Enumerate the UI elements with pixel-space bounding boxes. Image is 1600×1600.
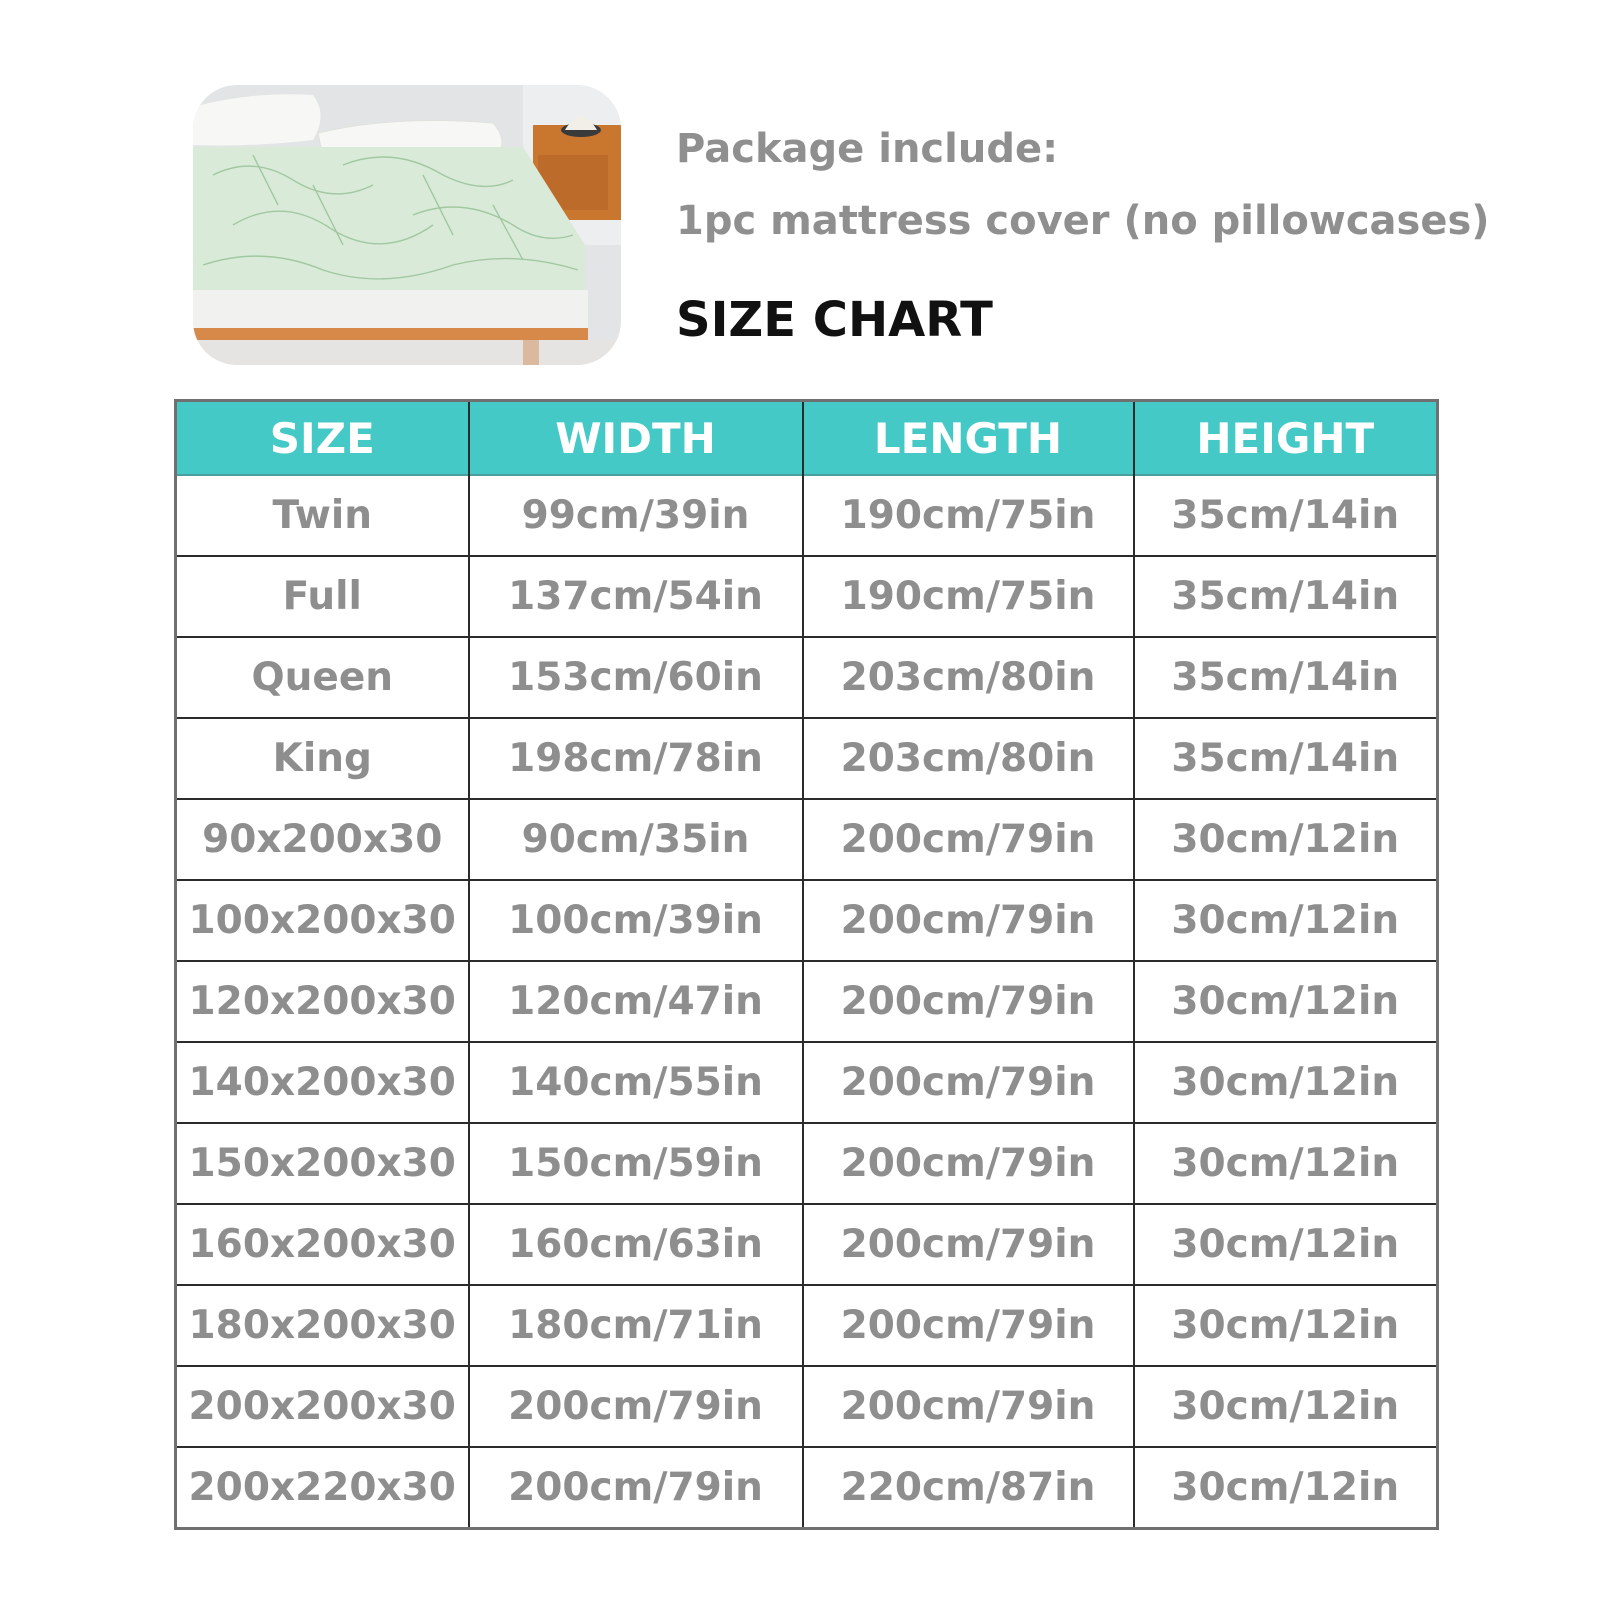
table-row (176, 1447, 1438, 1529)
table-row (176, 475, 1438, 556)
cell-length: 203cm/80in (803, 718, 1134, 799)
package-description: 1pc mattress cover (no pillowcases) (676, 198, 1490, 244)
cell-width: 100cm/39in (469, 880, 803, 961)
cell-size: 100x200x30 (176, 880, 469, 961)
cell-width: 200cm/79in (469, 1366, 803, 1447)
table-row (176, 961, 1438, 1042)
cell-width: 99cm/39in (469, 475, 803, 556)
cell-width: 153cm/60in (469, 637, 803, 718)
bed-illustration (193, 85, 621, 365)
cell-length: 200cm/79in (803, 961, 1134, 1042)
cell-height: 30cm/12in (1134, 1285, 1438, 1366)
cell-height: 30cm/12in (1134, 1123, 1438, 1204)
cell-height: 35cm/14in (1134, 637, 1438, 718)
header-length: LENGTH (803, 401, 1134, 476)
cell-size: Queen (176, 637, 469, 718)
cell-size: Twin (176, 475, 469, 556)
cell-height: 30cm/12in (1134, 1204, 1438, 1285)
cell-width: 198cm/78in (469, 718, 803, 799)
size-table (174, 399, 1439, 1530)
table-row (176, 637, 1438, 718)
table-row (176, 1123, 1438, 1204)
cell-width: 160cm/63in (469, 1204, 803, 1285)
cell-width: 180cm/71in (469, 1285, 803, 1366)
cell-length: 190cm/75in (803, 475, 1134, 556)
cell-size: 90x200x30 (176, 799, 469, 880)
header-size: SIZE (176, 401, 469, 476)
table-row (176, 1366, 1438, 1447)
cell-width: 150cm/59in (469, 1123, 803, 1204)
cell-height: 30cm/12in (1134, 799, 1438, 880)
header-width: WIDTH (469, 401, 803, 476)
cell-height: 30cm/12in (1134, 880, 1438, 961)
cell-size: 200x200x30 (176, 1366, 469, 1447)
table-row (176, 556, 1438, 637)
cell-size: King (176, 718, 469, 799)
size-chart-title: SIZE CHART (676, 292, 993, 348)
cell-length: 220cm/87in (803, 1447, 1134, 1529)
cell-length: 190cm/75in (803, 556, 1134, 637)
cell-size: 150x200x30 (176, 1123, 469, 1204)
table-row (176, 880, 1438, 961)
cell-length: 200cm/79in (803, 1204, 1134, 1285)
cell-size: Full (176, 556, 469, 637)
cell-size: 200x220x30 (176, 1447, 469, 1529)
cell-length: 200cm/79in (803, 1285, 1134, 1366)
cell-length: 200cm/79in (803, 1366, 1134, 1447)
cell-height: 30cm/12in (1134, 1366, 1438, 1447)
cell-height: 30cm/12in (1134, 1042, 1438, 1123)
cell-length: 203cm/80in (803, 637, 1134, 718)
table-row (176, 1204, 1438, 1285)
header-height: HEIGHT (1134, 401, 1438, 476)
cell-width: 137cm/54in (469, 556, 803, 637)
cell-size: 120x200x30 (176, 961, 469, 1042)
package-include-label: Package include: (676, 126, 1059, 172)
cell-height: 35cm/14in (1134, 556, 1438, 637)
cell-width: 120cm/47in (469, 961, 803, 1042)
table-row (176, 718, 1438, 799)
cell-length: 200cm/79in (803, 880, 1134, 961)
cell-length: 200cm/79in (803, 1042, 1134, 1123)
cell-height: 35cm/14in (1134, 718, 1438, 799)
cell-length: 200cm/79in (803, 1123, 1134, 1204)
cell-width: 140cm/55in (469, 1042, 803, 1123)
table-header-row (176, 401, 1438, 476)
cell-width: 90cm/35in (469, 799, 803, 880)
cell-height: 30cm/12in (1134, 961, 1438, 1042)
table-row (176, 1042, 1438, 1123)
table-row (176, 1285, 1438, 1366)
table-row (176, 799, 1438, 880)
cell-size: 140x200x30 (176, 1042, 469, 1123)
product-photo (193, 85, 621, 365)
cell-width: 200cm/79in (469, 1447, 803, 1529)
cell-size: 160x200x30 (176, 1204, 469, 1285)
cell-height: 35cm/14in (1134, 475, 1438, 556)
cell-size: 180x200x30 (176, 1285, 469, 1366)
cell-length: 200cm/79in (803, 799, 1134, 880)
cell-height: 30cm/12in (1134, 1447, 1438, 1529)
